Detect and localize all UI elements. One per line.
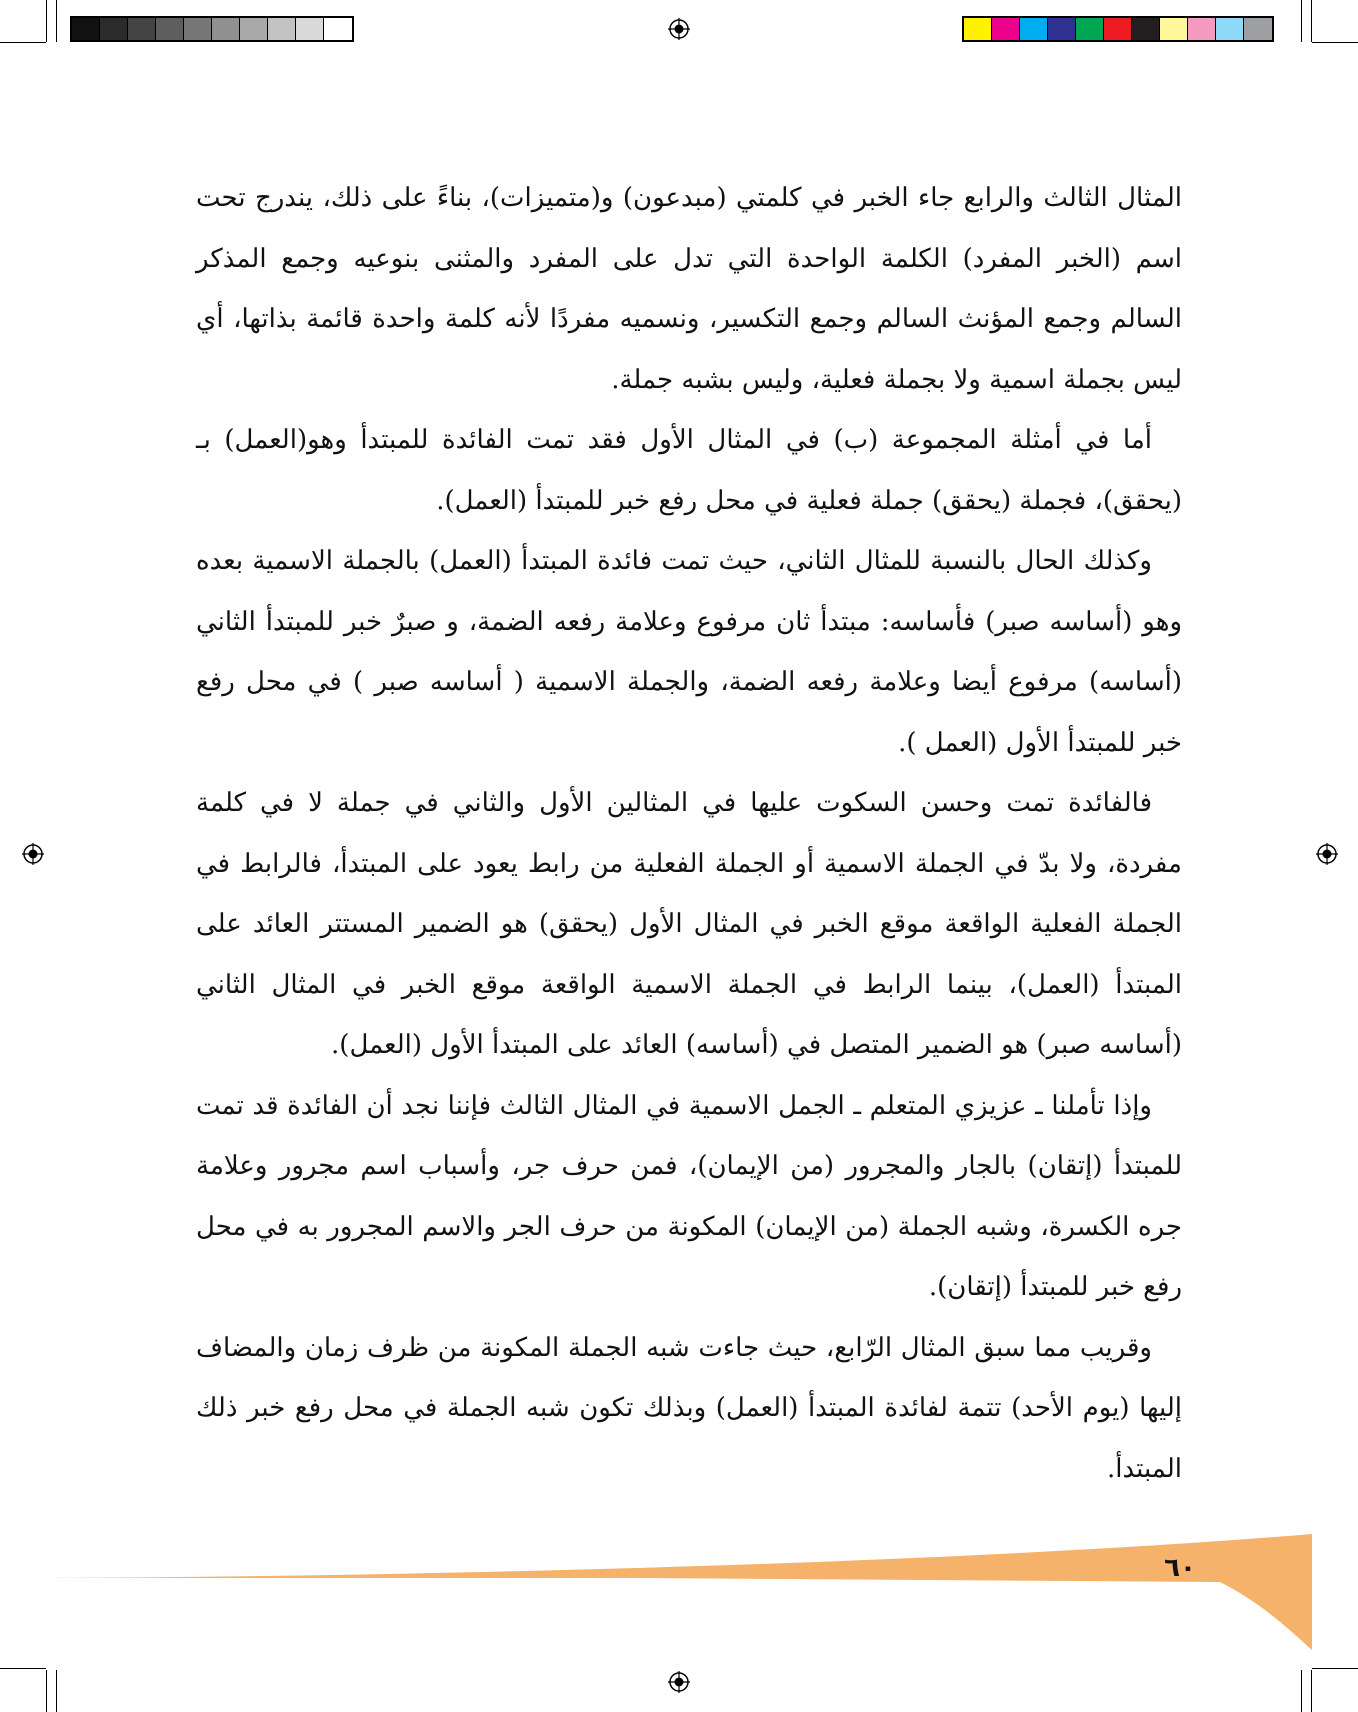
color-swatch (1160, 18, 1188, 40)
crop-mark (56, 0, 57, 42)
paragraph: وقريب مما سبق المثال الرّابع، حيث جاءت شبه الجملة المكونة من ظرف زمان والمضاف إليها (يوم الأحد) تتمة لفائدة المبتدأ (العمل) وبذلك تكون شبه الجملة في محل رفع خبر ذلك المبتدأ. (196, 1332, 1182, 1484)
grayscale-calibration-bar (70, 16, 354, 42)
gray-swatch (212, 18, 240, 40)
gray-swatch (184, 18, 212, 40)
gray-swatch (240, 18, 268, 40)
body-text (196, 168, 1182, 1499)
registration-mark-icon (22, 843, 44, 865)
color-swatch (1132, 18, 1160, 40)
gray-swatch (128, 18, 156, 40)
paragraph: وكذلك الحال بالنسبة للمثال الثاني، حيث تمت فائدة المبتدأ (العمل) بالجملة الاسمية بعده وهو (أساسه صبر) فأساسه: مبتدأ ثان مرفوع وعلامة رفعه الضمة، و صبرٌ خبر للمبتدأ الثاني (أساسه) مرفوع أيضا وعلامة رفعه الضمة، والجملة الاسمية ( أساسه صبر ) في محل رفع خبر للمبتدأ الأول (العمل ). (196, 546, 1182, 758)
crop-mark (1301, 1670, 1302, 1712)
color-swatch (1216, 18, 1244, 40)
crop-mark (1311, 1670, 1312, 1712)
crop-mark (46, 1670, 47, 1712)
color-swatch (1076, 18, 1104, 40)
crop-mark (1301, 0, 1302, 42)
footer-band (0, 1520, 1358, 1670)
registration-mark-icon (668, 1671, 690, 1693)
color-swatch (964, 18, 992, 40)
color-swatch (992, 18, 1020, 40)
crop-mark (56, 1670, 57, 1712)
crop-mark (46, 0, 47, 42)
registration-mark-icon (668, 18, 690, 40)
color-calibration-bar (962, 16, 1274, 42)
gray-swatch (100, 18, 128, 40)
color-swatch (1048, 18, 1076, 40)
paragraph: المثال الثالث والرابع جاء الخبر في كلمتي (مبدعون) و(متميزات)، بناءً على ذلك، يندرج تحت اسم (الخبر المفرد) الكلمة الواحدة التي تدل على المفرد والمثنى بنوعيه وجمع المذكر السالم وجمع المؤنث السالم وجمع التكسير، ونسميه مفردًا لأنه كلمة واحدة قائمة بذاتها، أي ليس بجملة اسمية ولا بجملة فعلية، وليس بشبه جملة. (196, 183, 1182, 395)
gray-swatch (156, 18, 184, 40)
paragraph: فالفائدة تمت وحسن السكوت عليها في المثالين الأول والثاني في جملة لا في كلمة مفردة، ولا بدّ في الجملة الاسمية أو الجملة الفعلية من رابط يعود على المبتدأ، فالرابط في الجملة الفعلية الواقعة موقع الخبر في المثال الأول (يحقق) هو الضمير المستتر العائد على المبتدأ (العمل)، بينما الرابط في الجملة الاسمية الواقعة موقع الخبر في المثال الثاني (أساسه صبر) هو الضمير المتصل في (أساسه) العائد على المبتدأ الأول (العمل). (196, 788, 1182, 1060)
crop-mark (1312, 42, 1358, 43)
color-swatch (1104, 18, 1132, 40)
color-swatch (1020, 18, 1048, 40)
gray-swatch (296, 18, 324, 40)
gray-swatch (324, 18, 352, 40)
crop-mark (1311, 0, 1312, 42)
gray-swatch (268, 18, 296, 40)
gray-swatch (72, 18, 100, 40)
color-swatch (1244, 18, 1272, 40)
crop-mark (0, 42, 46, 43)
color-swatch (1188, 18, 1216, 40)
page-number: ٦٠ (1164, 1553, 1196, 1583)
paragraph: أما في أمثلة المجموعة (ب) في المثال الأول فقد تمت الفائدة للمبتدأ وهو(العمل) بـ (يحقق)، فجملة (يحقق) جملة فعلية في محل رفع خبر للمبتدأ (العمل). (196, 425, 1182, 516)
paragraph: وإذا تأملنا ـ عزيزي المتعلم ـ الجمل الاسمية في المثال الثالث فإننا نجد أن الفائدة قد تمت للمبتدأ (إتقان) بالجار والمجرور (من الإيمان)، فمن حرف جر، وأسباب اسم مجرور وعلامة جره الكسرة، وشبه الجملة (من الإيمان) المكونة من حرف الجر والاسم المجرور به في محل رفع خبر للمبتدأ (إتقان). (196, 1090, 1182, 1302)
registration-mark-icon (1316, 843, 1338, 865)
